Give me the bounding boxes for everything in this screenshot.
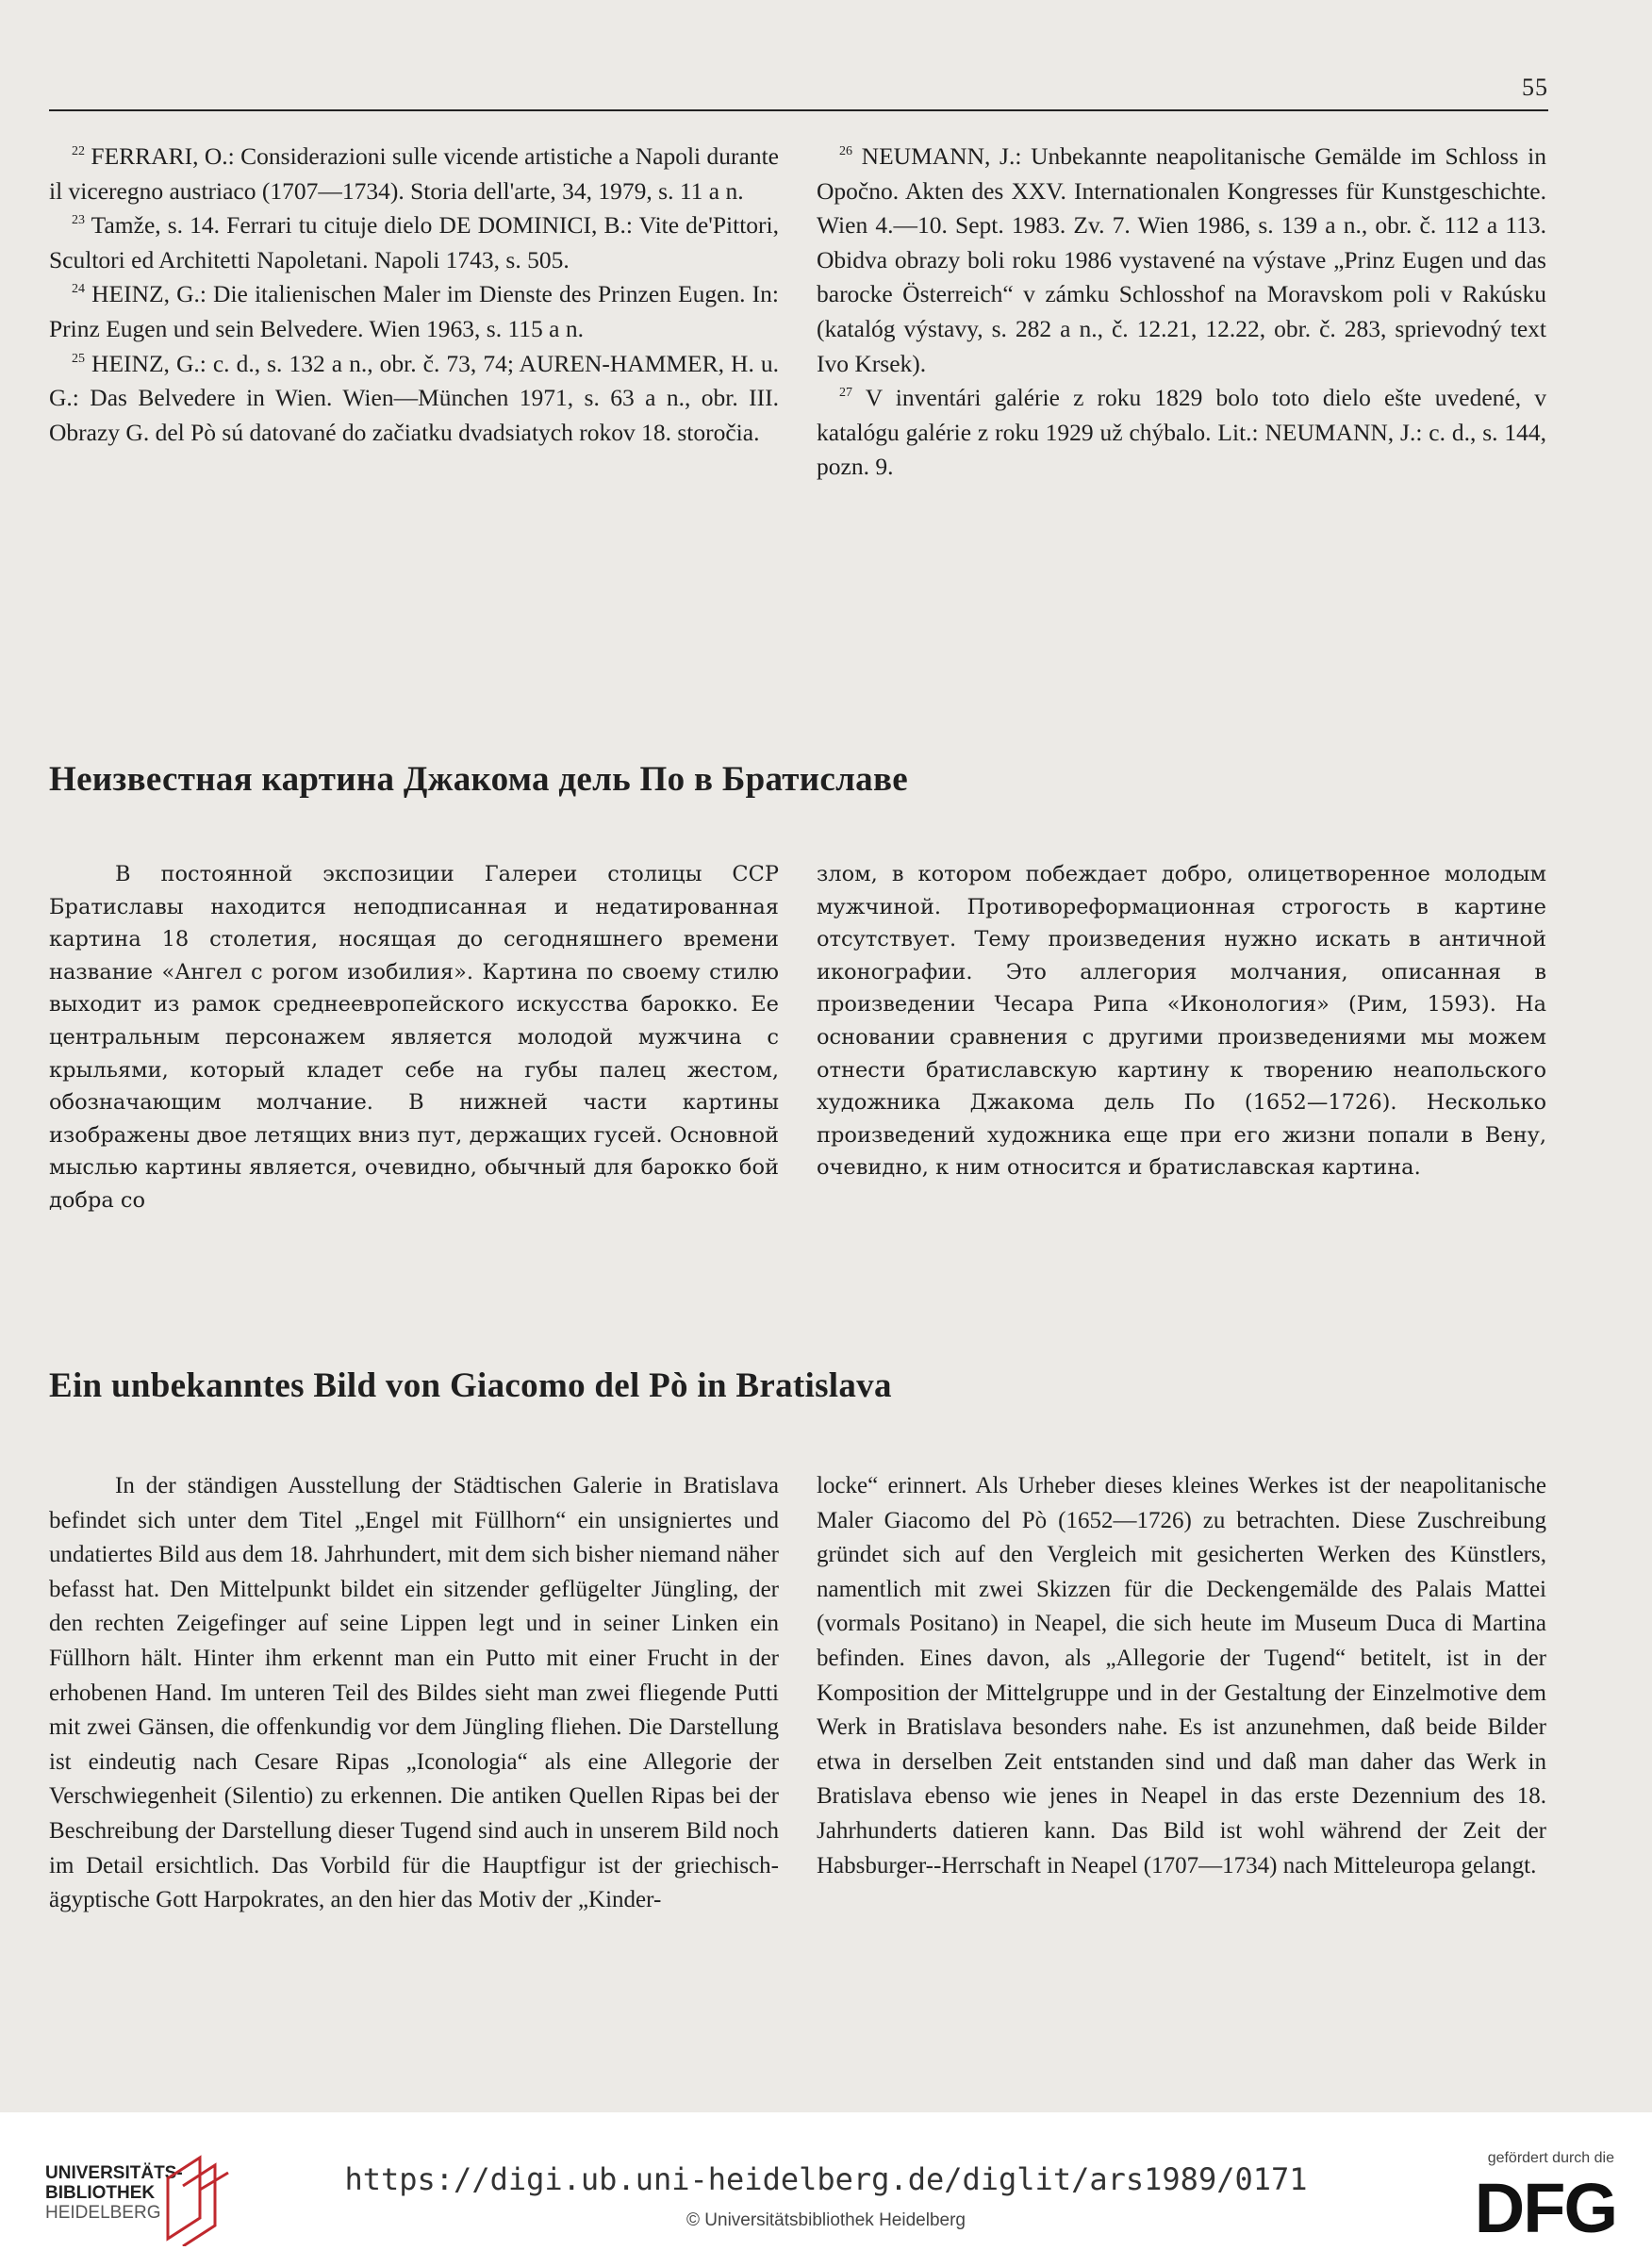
copyright-notice: © Universitätsbibliothek Heidelberg (686, 2210, 966, 2230)
funding-caption: gefördert durch die (1487, 2150, 1614, 2166)
page-number: 55 (1522, 74, 1548, 101)
footnotes-left-column (49, 140, 779, 450)
footer-bar (0, 2112, 1652, 2267)
german-column-2 (817, 1469, 1546, 1883)
german-paragraph-2: locke“ erinnert. Als Urheber dieses kleines Werkes ist der neapolitanische Maler Giacomo del Pò (1652—1726) zu betrachten. Diese Zuschreibung gründet sich auf den Vergleich mit gesicherten Werken des Künstlers, namentlich mit zwei Skizzen für die Deckengemälde des Palais Mattei (vormals Positano) in Neapel, die sich heute im Museum Duca di Martina befinden. Eines davon, als „Allegorie der Tugend“ betitelt, ist in der Komposition der Mittelgruppe und in der Gestaltung der Einzelmotive dem Werk in Bratislava besonders nahe. Es ist anzunehmen, daß beide Bilder etwa in derselben Zeit entstanden sind und daß man daher das Werk in Bratislava ebenso wie jenes in Neapel in das erste Dezennium des 18. Jahrhunderts datieren kann. Das Bild ist wohl während der Zeit der Habsburger--Herrschaft in Neapel (1707—1734) nach Mitteleuropa gelangt. (817, 1473, 1546, 1878)
library-name-line-3: HEIDELBERG (45, 2203, 161, 2223)
library-name-line-1: UNIVERSITÄTS- (45, 2163, 183, 2183)
russian-paragraph-2: злом, в котором побеждает добро, олицетворенное молодым мужчиной. Противореформационная строгость в картине отсутствует. Тему произведения нужно искать в античной иконографии. Это аллегория молчания, описанная в произведении Чесара Рипа «Иконология» (Рим, 1593). На основании сравнения с другими произведениями мы можем отнести братиславскую картину к творению неапольского художника Джакома дель По (1652—1726). Несколько произведений художника еще при его жизни попали в Вену, очевидно, к ним относится и братиславская картина. (817, 862, 1546, 1181)
footnote-24: $^{24}$ HEINZ, G.: Die italienischen Maler im Dienste des Prinzen Eugen. In: Prinz Eugen und sein Belvedere. Wien 1963, s. 115 a n. (49, 280, 779, 342)
russian-column-2 (817, 858, 1546, 1184)
russian-title: Неизвестная картина Джакома дель По в Братиславе (49, 760, 908, 799)
footnote-25: $^{25}$ HEINZ, G.: c. d., s. 132 a n., obr. č. 73, 74; AUREN-HAMMER, H. u. G.: Das Belvedere in Wien. Wien—München 1971, s. 63 a n., obr. III. Obrazy G. del Pò sú datované do začiatku dvadsiatych rokov 18. storočia. (49, 349, 779, 446)
german-paragraph-1: In der ständigen Ausstellung der Städtischen Galerie in Bratislava befindet sich unter dem Titel „Engel mit Füllhorn“ ein unsigniertes und undatiertes Bild aus dem 18. Jahrhundert, mit dem sich bisher niemand näher befasst hat. Den Mittelpunkt bildet ein sitzender geflügelter Jüngling, der den rechten Zeigefinger auf seine Lippen legt und in seiner Linken ein Füllhorn hält. Hinter ihm erkennt man ein Putto mit einer Frucht in der erhobenen Hand. Im unteren Teil des Bildes sieht man zwei fliegende Putti mit zwei Gänsen, die offenkundig vor dem Jüngling fliehen. Die Darstellung ist eindeutig nach Cesare Ripas „Iconologia“ als eine Allegorie der Verschwiegenheit (Silentio) zu erkennen. Die antiken Quellen Ripas bei der Beschreibung der Darstellung dieser Tugend sind auch in unserem Bild noch im Detail ersichtlich. Das Vorbild für die Hauptfigur ist der griechisch-ägyptische Gott Harpokrates, an den hier das Motiv der „Kinder- (49, 1473, 779, 1913)
footnote-22: $^{22}$ FERRARI, O.: Considerazioni sulle vicende artistiche a Napoli durante il viceregno austriaco (1707—1734). Storia dell'arte, 34, 1979, s. 11 a n. (49, 142, 780, 205)
footnote-26: $^{26}$ NEUMANN, J.: Unbekannte neapolitanische Gemälde im Schloss in Opočno. Akten des XXV. Internationalen Kongresses für Kunstgeschichte. Wien 4.—10. Sept. 1983. Zv. 7. Wien 1986, s. 139 a n., obr. č. 112 a 113. Obidva obrazy boli roku 1986 vystavené na výstave „Prinz Eugen und das barocke Österreich“ v zámku Schlosshof na Moravskom poli v Rakúsku (katalóg výstavy, s. 282 a n., č. 12.21, 12.22, obr. č. 283, sprievodný text Ivo Krsek). (817, 142, 1546, 377)
german-title: Ein unbekanntes Bild von Giacomo del Pò in Bratislava (49, 1366, 892, 1405)
footnotes-right-column (817, 140, 1546, 485)
russian-paragraph-1: В постоянной экспозиции Галереи столицы ССР Братиславы находится неподписанная и недатированная картина 18 столетия, носящая до сегодняшнего времени название «Ангел с рогом изобилия». Картина по своему стилю выходит из рамок среднеевропейского искусства барокко. Ее центральным персонажем является молодой мужчина с крыльями, который кладет себе на губы палец жестом, обозначающим молчание. В нижней части картины изображены двое летящих вниз пут, держащих гусей. Основной мыслью картины является, очевидно, обычный для барокко бой добра со (49, 862, 779, 1213)
document-url-link[interactable]: https://digi.ub.uni-heidelberg.de/diglit/ars1989/0171 (344, 2161, 1308, 2197)
footnote-27: $^{27}$ V inventári galérie z roku 1829 bolo toto dielo ešte uvedené, v katalógu galérie z roku 1929 už chýbalo. Lit.: NEUMANN, J.: c. d., s. 144, pozn. 9. (817, 384, 1546, 481)
footnote-23: $^{23}$ Tamže, s. 14. Ferrari tu cituje dielo DE DOMINICI, B.: Vite de'Pittori, Scultori ed Architetti Napoletani. Napoli 1743, s. 505. (49, 211, 779, 273)
russian-column-1 (49, 858, 779, 1217)
dfg-logo[interactable]: DFG (1474, 2169, 1616, 2247)
german-column-1 (49, 1469, 779, 1918)
library-name-line-2: BIBLIOTHEK (45, 2183, 156, 2203)
header-rule (49, 109, 1548, 111)
